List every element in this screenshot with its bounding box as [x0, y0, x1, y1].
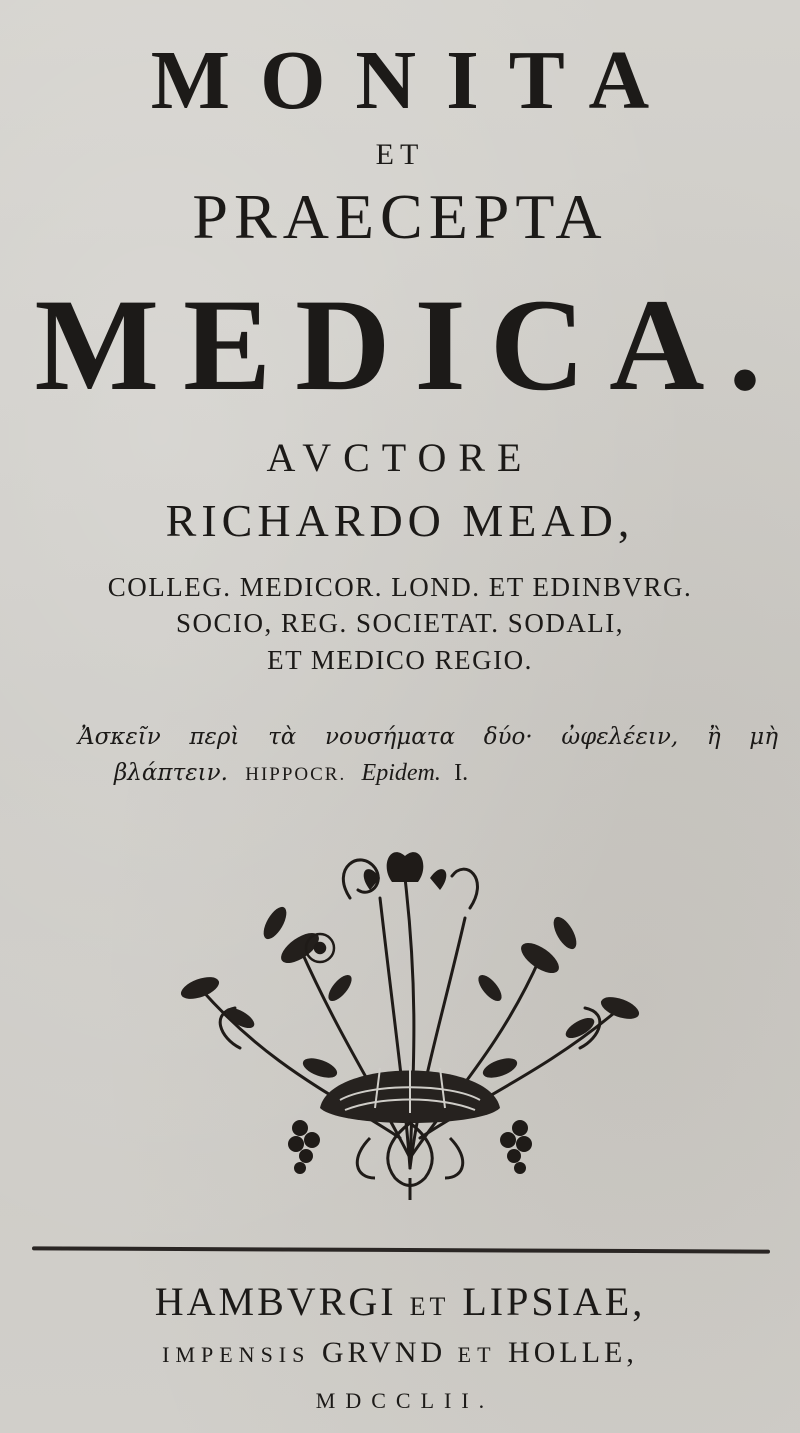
author-intro: AVCTORE	[266, 435, 534, 480]
imprint-publisher-and: ET	[457, 1342, 497, 1367]
affiliation-line-3: ET MEDICO REGIO.	[267, 645, 533, 675]
author-name: RICHARDO MEAD,	[165, 495, 635, 546]
affiliation-line-2: SOCIO, REG. SOCIETAT. SODALI,	[175, 608, 625, 638]
floral-vignette-icon	[180, 838, 640, 1208]
epigraph-source-author: HIPPOCR.	[245, 764, 347, 785]
epigraph-greek-line-1: Ἀσκεῖν περὶ τὰ νουσήματα δύο· ὠφελέειν, ἢ μὴ	[78, 724, 778, 750]
imprint-publisher-2: HOLLE,	[508, 1336, 638, 1369]
imprint-place	[0, 1278, 800, 1325]
title-line-praecepta: PRAECEPTA	[192, 181, 608, 252]
imprint-place-and: ET	[409, 1292, 450, 1321]
imprint-year: MDCCLII.	[315, 1388, 495, 1413]
affiliation-line-1: COLLEG. MEDICOR. LOND. ET EDINBVRG.	[107, 572, 693, 602]
imprint-publisher-1: GRVND	[321, 1336, 447, 1369]
title-line-medica: MEDICA.	[34, 271, 786, 418]
epigraph-source-book: I.	[454, 760, 469, 786]
epigraph-line-2	[114, 760, 468, 787]
imprint-impensis: IMPENSIS	[162, 1342, 311, 1367]
epigraph-source-work: Epidem.	[361, 760, 441, 786]
title-line-monita: MONITA	[150, 34, 680, 127]
imprint-place-1: HAMBVRGI	[154, 1279, 397, 1324]
imprint-place-2: LIPSIAE,	[462, 1279, 646, 1324]
epigraph-greek-line-2: βλάπτειν.	[114, 760, 228, 786]
imprint-publisher	[0, 1336, 800, 1370]
title-line-et: ET	[375, 138, 425, 171]
imprint-divider-rule	[32, 1246, 770, 1253]
